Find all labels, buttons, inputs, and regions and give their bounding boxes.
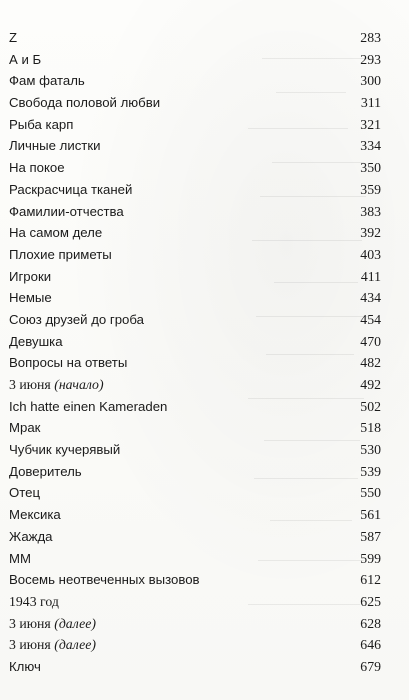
toc-entry-title — [9, 569, 200, 591]
toc-entry-title-text: А и Б — [9, 51, 42, 67]
toc-row — [9, 439, 381, 461]
toc-entry-title — [9, 244, 112, 266]
toc-entry-title-text: Z — [9, 30, 18, 45]
toc-row — [9, 396, 381, 418]
toc-page-number: 599 — [360, 550, 381, 566]
toc-page-number: 530 — [360, 442, 381, 458]
toc-row — [9, 613, 381, 635]
toc-entry-title-text: ММ — [9, 550, 31, 566]
toc-entry-title-text: Чубчик кучерявый — [9, 442, 121, 458]
toc-page-number: 628 — [360, 615, 381, 631]
toc-entry-title-text: Отец — [9, 485, 41, 501]
toc-row — [9, 569, 381, 591]
toc-page-number: 612 — [360, 572, 381, 588]
toc-row — [9, 331, 381, 353]
toc-entry-title-text: Фамилии-отчества — [9, 203, 124, 219]
toc-entry-title — [9, 266, 51, 288]
toc-row — [9, 374, 381, 396]
toc-entry-subtitle: (далее) — [54, 615, 96, 631]
toc-entry-title — [9, 461, 82, 483]
toc-page-number: 561 — [360, 507, 381, 523]
toc-row — [9, 656, 381, 678]
toc-entry-title-text: Фам фаталь — [9, 73, 85, 89]
toc-page-number: 502 — [360, 398, 381, 414]
toc-page-number: 283 — [360, 30, 381, 45]
toc-page-number: 334 — [360, 138, 381, 154]
toc-entry-title — [9, 548, 31, 570]
toc-row — [9, 244, 381, 266]
toc-entry-title — [9, 504, 61, 526]
toc-entry-title-text: 1943 год — [9, 593, 59, 609]
toc-entry-title-text: На покое — [9, 160, 65, 176]
toc-entry-subtitle: (далее) — [54, 637, 96, 653]
toc-row — [9, 548, 381, 570]
toc-row — [9, 526, 381, 548]
toc-row — [9, 201, 381, 223]
toc-entry-title-text: 3 июня — [9, 377, 51, 392]
toc-entry-title-text: 3 июня — [9, 637, 51, 653]
toc-entry-title-text: Ключ — [9, 658, 41, 674]
toc-entry-title — [9, 70, 85, 92]
toc-entry-title-text: Восемь неотвеченных вызовов — [9, 572, 200, 588]
toc-entry-title — [9, 287, 52, 309]
toc-entry-title — [9, 49, 41, 71]
toc-row — [9, 287, 381, 309]
toc-entry-title — [9, 27, 17, 49]
toc-entry-title — [9, 331, 63, 353]
toc-row — [9, 179, 381, 201]
toc-entry-title-text: Доверитель — [9, 463, 82, 479]
toc-entry-title — [9, 92, 160, 114]
toc-entry-title — [9, 613, 96, 635]
toc-page-number: 550 — [360, 485, 381, 501]
toc-entry-title-text: Плохие приметы — [9, 246, 112, 262]
toc-row — [9, 352, 381, 374]
toc-row — [9, 114, 381, 136]
toc-entry-title — [9, 222, 102, 244]
toc-entry-title — [9, 482, 40, 504]
toc-row — [9, 591, 381, 613]
toc-entry-title-text: Ich hatte einen Kameraden — [9, 398, 168, 414]
toc-entry-title — [9, 374, 104, 396]
toc-entry-title-text: Свобода половой любви — [9, 95, 161, 111]
toc-entry-title — [9, 135, 100, 157]
toc-entry-subtitle: (начало) — [54, 377, 104, 392]
toc-entry-title-text: Союз друзей до гроба — [9, 311, 144, 327]
toc-entry-title-text: Девушка — [9, 333, 63, 349]
toc-page-number: 403 — [360, 246, 381, 262]
toc-entry-title — [9, 114, 73, 136]
toc-row — [9, 70, 381, 92]
toc-entry-title-text: Игроки — [9, 268, 52, 284]
toc-entry-title — [9, 309, 144, 331]
toc-page-number: 392 — [360, 225, 381, 241]
toc-page-number: 359 — [360, 181, 381, 197]
toc-page-number: 300 — [360, 73, 381, 89]
toc-page-number: 434 — [360, 290, 381, 306]
toc-page-number: 454 — [360, 311, 381, 327]
toc-entry-title-text: Мрак — [9, 420, 41, 436]
toc-page-number: 470 — [360, 333, 381, 349]
toc-row — [9, 27, 381, 49]
table-of-contents — [9, 27, 381, 678]
toc-entry-title — [9, 417, 40, 439]
toc-row — [9, 461, 381, 483]
toc-row — [9, 504, 381, 526]
toc-entry-title — [9, 201, 124, 223]
toc-page-number: 646 — [360, 637, 381, 653]
toc-row — [9, 417, 381, 439]
toc-page-number: 539 — [360, 463, 381, 479]
toc-entry-title-text: Раскрасчица тканей — [9, 181, 133, 197]
toc-entry-title-text: Жажда — [9, 528, 53, 544]
toc-page-number: 518 — [360, 420, 381, 436]
toc-row — [9, 309, 381, 331]
toc-page-number: 311 — [360, 95, 381, 111]
toc-row — [9, 266, 381, 288]
toc-entry-title — [9, 157, 65, 179]
toc-row — [9, 135, 381, 157]
toc-row — [9, 482, 381, 504]
toc-page-number: 679 — [360, 658, 381, 674]
toc-page-number: 411 — [360, 268, 381, 284]
toc-entry-title-text: Мексика — [9, 507, 61, 523]
toc-page-number: 482 — [360, 355, 381, 371]
toc-row — [9, 157, 381, 179]
toc-page-number: 321 — [360, 116, 381, 132]
toc-page-number: 587 — [360, 528, 381, 544]
toc-entry-title — [9, 352, 127, 374]
toc-entry-title — [9, 179, 132, 201]
toc-entry-title-text: Вопросы на ответы — [9, 355, 128, 371]
toc-entry-title-text: Немые — [9, 290, 52, 306]
toc-entry-title — [9, 634, 96, 656]
toc-entry-title — [9, 439, 120, 461]
toc-entry-title-text: 3 июня — [9, 615, 51, 631]
toc-entry-title — [9, 396, 167, 418]
toc-row — [9, 222, 381, 244]
toc-row — [9, 49, 381, 71]
toc-entry-title — [9, 591, 59, 613]
toc-page-number: 350 — [360, 160, 381, 176]
toc-row — [9, 92, 381, 114]
toc-entry-title — [9, 526, 53, 548]
toc-page-number: 293 — [360, 51, 381, 67]
toc-page-number: 492 — [360, 377, 381, 392]
toc-page-number: 383 — [360, 203, 381, 219]
toc-entry-title-text: Рыба карп — [9, 116, 74, 132]
toc-entry-title-text: На самом деле — [9, 225, 103, 241]
toc-entry-title-text: Личные листки — [9, 138, 101, 154]
toc-entry-title — [9, 656, 41, 678]
toc-row — [9, 634, 381, 656]
toc-page-number: 625 — [360, 593, 381, 609]
